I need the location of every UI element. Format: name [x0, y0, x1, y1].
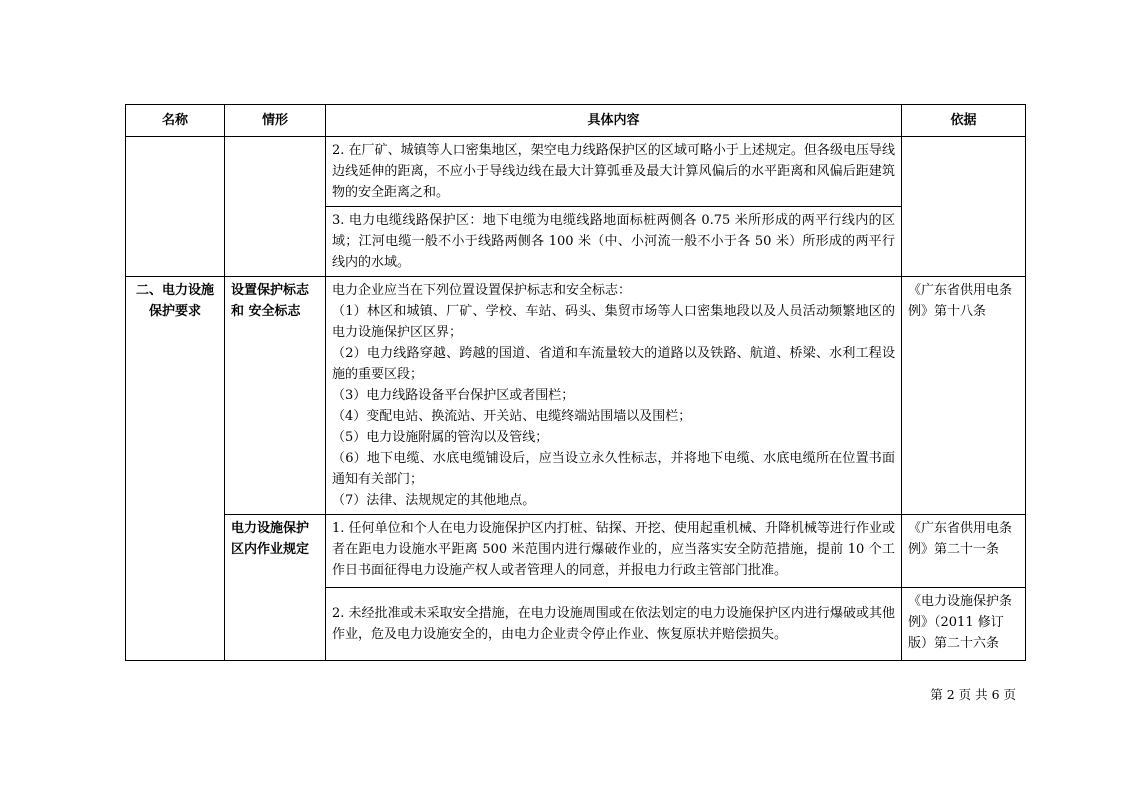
basis-cell-signs: 《广东省供用电条例》第十八条 — [902, 277, 1026, 515]
basis-cell-empty — [902, 137, 1026, 277]
table-row — [126, 515, 1026, 588]
header-basis: 依据 — [902, 105, 1026, 137]
table-header-row — [126, 105, 1026, 137]
content-line: （7）法律、法规规定的其他地点。 — [332, 493, 536, 508]
name-cell-empty — [126, 137, 225, 277]
content-line: （5）电力设施附属的管沟以及管线； — [332, 430, 549, 445]
header-content: 具体内容 — [326, 105, 902, 137]
content-cell: 3. 电力电缆线路保护区：地下电缆为电缆线路地面标桩两侧各 0.75 米所形成的两平行线内的区域；江河电缆一般不小于线路两侧各 100 米（中、小河流一般不小于各 50 米）所形成的两平行线内的水域。 — [326, 207, 902, 277]
basis-cell-work-2: 《电力设施保护条例》（2011 修订版）第二十六条 — [902, 588, 1026, 661]
situation-cell-empty — [225, 137, 326, 277]
situation-cell-work: 电力设施保护区内作业规定 — [225, 515, 326, 661]
content-cell-work-1: 1. 任何单位和个人在电力设施保护区内打桩、钻探、开挖、使用起重机械、升降机械等进行作业或者在距电力设施水平距离 500 米范围内进行爆破作业的，应当落实安全防范措施，提前 10 个工作日书面征得电力设施产权人或者管理人的同意，并报电力行政主管部门批准。 — [326, 515, 902, 588]
content-line: （3）电力线路设备平台保护区或者围栏； — [332, 388, 575, 403]
header-situation: 情形 — [225, 105, 326, 137]
header-name: 名称 — [126, 105, 225, 137]
content-cell-signs — [326, 277, 902, 515]
content-cell: 2. 在厂矿、城镇等人口密集地区，架空电力线路保护区的区域可略小于上述规定。但各级电压导线边线延伸的距离，不应小于导线边线在最大计算弧垂及最大计算风偏后的水平距离和风偏后距建筑物的安全距离之和。 — [326, 137, 902, 207]
page-number: 第 2 页 共 6 页 — [930, 687, 1016, 702]
content-line: （6）地下电缆、水底电缆铺设后，应当设立永久性标志，并将地下电缆、水底电缆所在位置书面通知有关部门； — [332, 451, 895, 487]
section-name-cell: 二、电力设施保护要求 — [126, 277, 225, 661]
table-row — [126, 137, 1026, 207]
regulation-table — [125, 104, 1026, 661]
basis-cell-work-1: 《广东省供用电条例》第二十一条 — [902, 515, 1026, 588]
situation-cell-signs: 设置保护标志和 安全标志 — [225, 277, 326, 515]
content-line: 电力企业应当在下列位置设置保护标志和安全标志： — [332, 283, 632, 298]
content-line: （2）电力线路穿越、跨越的国道、省道和车流量较大的道路以及铁路、航道、桥梁、水利工程设施的重要区段； — [332, 346, 895, 382]
content-line: （1）林区和城镇、厂矿、学校、车站、码头、集贸市场等人口密集地段以及人员活动频繁地区的电力设施保护区区界； — [332, 304, 895, 340]
table-row — [126, 277, 1026, 515]
content-line: （4）变配电站、换流站、开关站、电缆终端站围墙以及围栏； — [332, 409, 692, 424]
content-cell-work-2: 2. 未经批准或未采取安全措施，在电力设施周围或在依法划定的电力设施保护区内进行爆破或其他作业，危及电力设施安全的，由电力企业责令停止作业、恢复原状并赔偿损失。 — [326, 588, 902, 661]
